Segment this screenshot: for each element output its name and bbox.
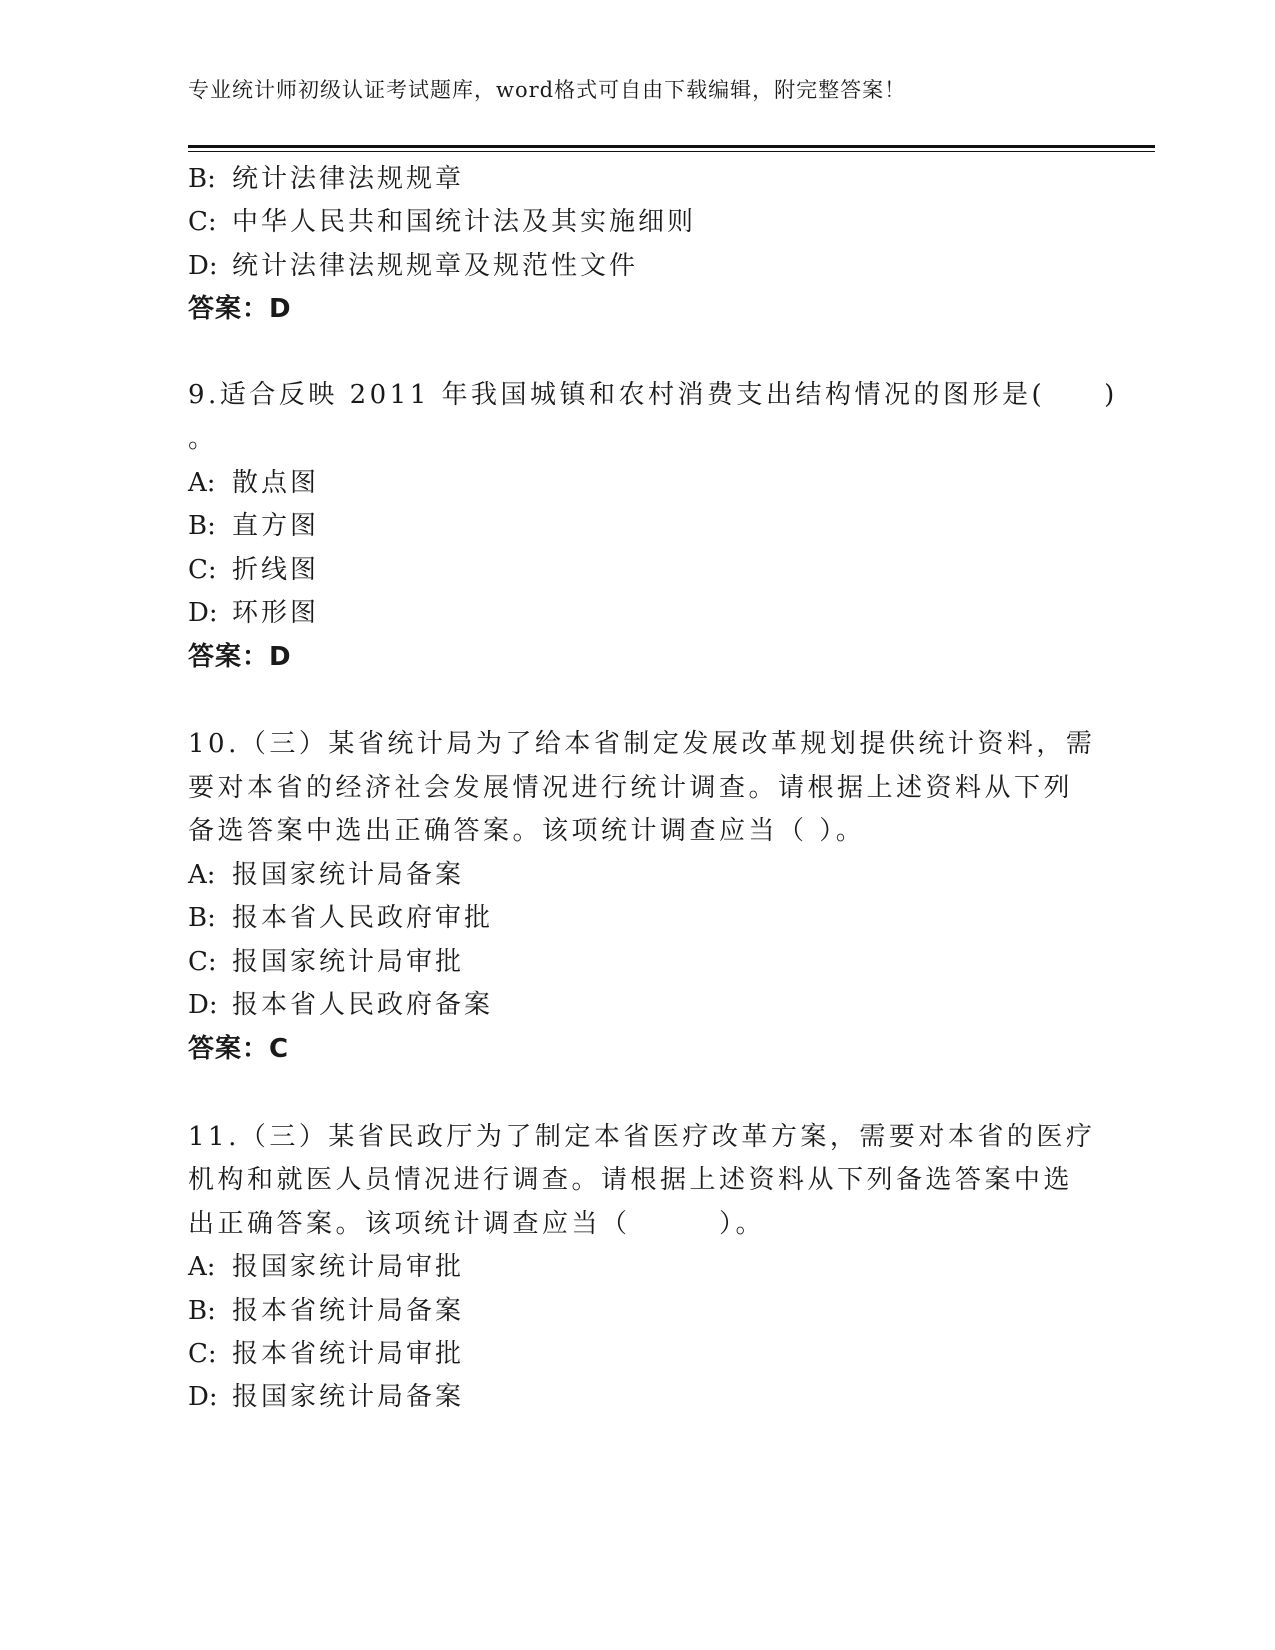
option-letter: B: <box>188 903 216 933</box>
option-letter: A: <box>188 860 216 890</box>
option-letter: B: <box>188 511 216 541</box>
option-b <box>188 901 493 935</box>
option-text: 报本省统计局审批 <box>232 1339 465 1369</box>
option-text: 统计法律法规规章及规范性文件 <box>232 251 639 281</box>
question-9-text-line-2: 。 <box>188 424 218 454</box>
option-letter: C: <box>188 1339 217 1369</box>
option-letter: D: <box>188 990 218 1020</box>
header-rule-thin <box>188 151 1155 152</box>
option-d <box>188 988 493 1022</box>
option-letter: D: <box>188 598 218 628</box>
option-d <box>188 596 319 630</box>
option-c <box>188 945 464 979</box>
option-text: 统计法律法规规章 <box>232 164 465 194</box>
option-text: 直方图 <box>232 511 320 541</box>
question-10-text-line-2: 要对本省的经济社会发展情况进行统计调查。请根据上述资料从下列 <box>188 773 1074 803</box>
page-header: 专业统计师初级认证考试题库，word格式可自由下载编辑，附完整答案！ <box>188 78 907 102</box>
option-b <box>188 1294 464 1328</box>
option-text: 报国家统计局审批 <box>232 947 465 977</box>
option-c <box>188 553 319 587</box>
option-letter: C: <box>188 207 217 237</box>
option-text: 环形图 <box>232 598 320 628</box>
option-text: 报国家统计局审批 <box>232 1252 465 1282</box>
question-11-text-line-2: 机构和就医人员情况进行调查。请根据上述资料从下列备选答案中选 <box>188 1165 1074 1195</box>
option-letter: A: <box>188 1252 216 1282</box>
option-text: 报本省统计局备案 <box>232 1296 465 1326</box>
option-a <box>188 1250 464 1284</box>
question-9-text-line-1: 9.适合反映 2011 年我国城镇和农村消费支出结构情况的图形是( ) <box>188 380 1118 410</box>
option-text: 报国家统计局备案 <box>232 1382 465 1412</box>
option-letter: D: <box>188 1382 218 1412</box>
option-text: 报本省人民政府备案 <box>232 990 494 1020</box>
option-letter: C: <box>188 947 217 977</box>
answer-line: 答案：D <box>188 294 292 324</box>
option-text: 报本省人民政府审批 <box>232 903 494 933</box>
question-10-text-line-1: 10.（三）某省统计局为了给本省制定发展改革规划提供统计资料，需 <box>188 729 1096 759</box>
option-b <box>188 509 319 543</box>
option-text: 中华人民共和国统计法及其实施细则 <box>232 207 697 237</box>
answer-line: 答案：D <box>188 642 292 672</box>
option-text: 散点图 <box>232 468 320 498</box>
option-letter: D: <box>188 251 218 281</box>
option-a <box>188 858 464 892</box>
question-11-text-line-3: 出正确答案。该项统计调查应当（ ）。 <box>188 1209 766 1239</box>
question-10-text-line-3: 备选答案中选出正确答案。该项统计调查应当（ ）。 <box>188 816 866 846</box>
header-rule-thick <box>188 145 1155 148</box>
question-11-text-line-1: 11.（三）某省民政厅为了制定本省医疗改革方案，需要对本省的医疗 <box>188 1122 1096 1152</box>
option-d <box>188 1380 464 1414</box>
option-letter: B: <box>188 164 216 194</box>
option-c <box>188 1337 464 1371</box>
answer-line: 答案：C <box>188 1034 290 1064</box>
option-text: 报国家统计局备案 <box>232 860 465 890</box>
option-d <box>188 249 638 283</box>
option-b <box>188 162 464 196</box>
option-letter: B: <box>188 1296 216 1326</box>
option-c <box>188 205 696 239</box>
option-letter: C: <box>188 555 217 585</box>
option-text: 折线图 <box>232 555 320 585</box>
option-a <box>188 466 319 500</box>
option-letter: A: <box>188 468 216 498</box>
